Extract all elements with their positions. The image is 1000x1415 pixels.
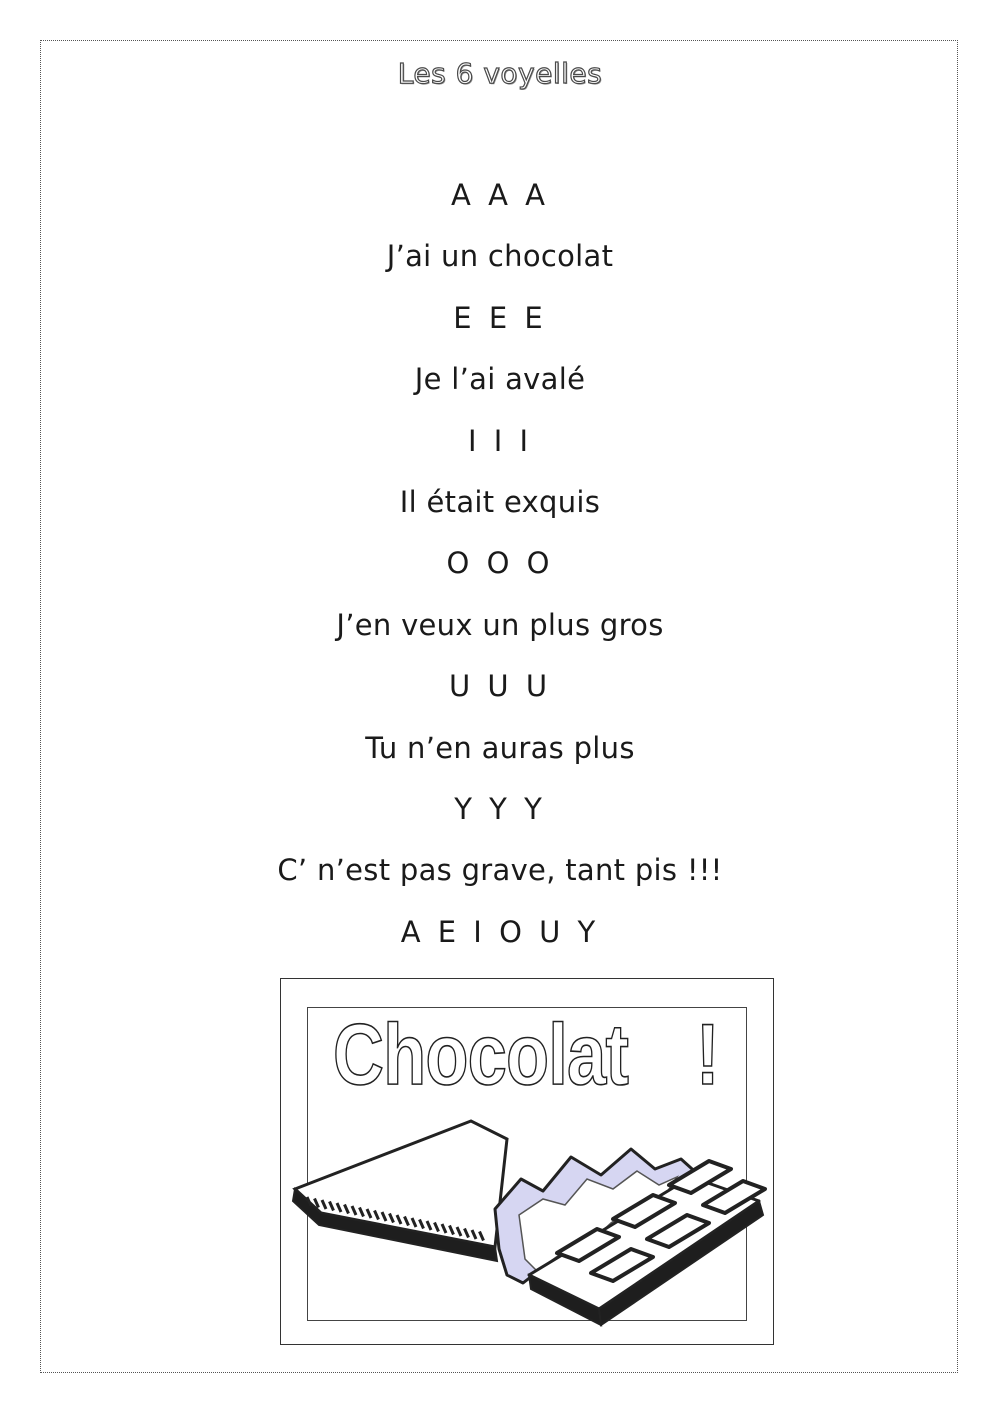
chocolate-bar-icon (281, 979, 775, 1346)
illustration-exclamation: ! (696, 1007, 720, 1103)
illustration-word: Chocolat (333, 1007, 629, 1103)
vowel-line: A A A (451, 178, 549, 212)
verse-line: C’ n’est pas grave, tant pis !!! (277, 853, 723, 888)
vowel-line: I I I (467, 423, 533, 458)
verse-line: J’ai un chocolat (386, 239, 614, 274)
vowel-line: U U U (448, 669, 552, 704)
vowel-line: O O O (446, 546, 554, 581)
verse-line: Il était exquis (399, 484, 601, 519)
chocolate-illustration (280, 978, 774, 1345)
verse-line: Tu n’en auras plus (365, 730, 635, 765)
vowel-line: A E I O U Y (400, 914, 600, 949)
vowel-line: Y Y Y (454, 791, 546, 826)
poem (0, 172, 1000, 970)
verse-line: J’en veux un plus gros (336, 607, 664, 642)
vowel-line: E E E (453, 300, 547, 335)
page-title: Les 6 voyelles (397, 57, 603, 90)
verse-line: Je l’ai avalé (414, 362, 586, 397)
